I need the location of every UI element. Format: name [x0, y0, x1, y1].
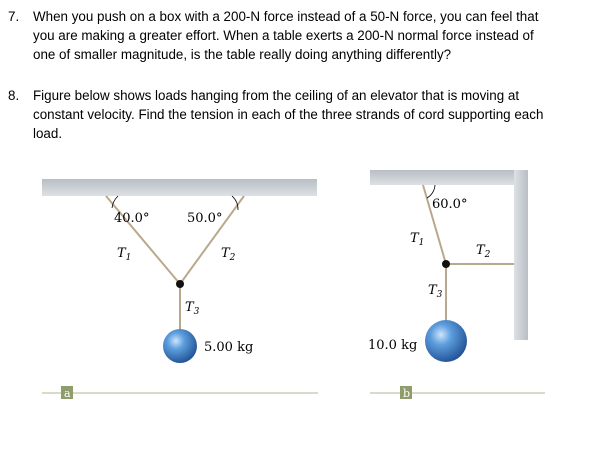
knot-b — [442, 260, 450, 268]
question-line: you are making a greater effort. When a table exerts a 200-N normal force instead of — [33, 28, 534, 43]
panel-label-a: a — [64, 387, 71, 400]
mass-ball-a — [163, 329, 197, 363]
question-number: 7. — [8, 9, 20, 24]
question-line: load. — [33, 126, 63, 141]
wall-b — [514, 170, 528, 340]
tension-label-t1: $T_1$ — [117, 246, 132, 263]
question-line: one of smaller magnitude, is the table really doing anything differently? — [33, 47, 452, 62]
knot-a — [176, 280, 184, 288]
tension-label-t3: $T_3$ — [428, 283, 443, 300]
question-line: When you push on a box with a 200-N force instead of a 50-N force, you can feel that — [33, 9, 539, 24]
tension-label-t2: $T_2$ — [476, 243, 491, 260]
question-number: 8. — [8, 88, 20, 103]
question-line: constant velocity. Find the tension in each of the three strands of cord supporting each — [33, 107, 544, 122]
mass-ball-b — [425, 320, 467, 362]
mass-label-a: 5.00 kg — [204, 340, 254, 355]
angle-label-60: 60.0° — [432, 197, 468, 212]
tension-label-t2: $T_2$ — [221, 246, 236, 263]
question-line: Figure below shows loads hanging from the ceiling of an elevator that is moving at — [33, 88, 520, 103]
ceiling-a — [42, 179, 317, 196]
tension-label-t3: $T_3$ — [185, 300, 200, 317]
angle-label-40: 40.0° — [114, 211, 150, 226]
figure-a — [42, 179, 318, 400]
panel-label-b: b — [403, 387, 411, 400]
cord-t1 — [106, 196, 180, 284]
ceiling-b — [370, 170, 528, 185]
mass-label-b: 10.0 kg — [368, 338, 418, 353]
cord-t2 — [180, 196, 244, 284]
tension-label-t1: $T_1$ — [410, 231, 425, 248]
angle-label-50: 50.0° — [187, 211, 223, 226]
figure-b — [368, 170, 545, 400]
